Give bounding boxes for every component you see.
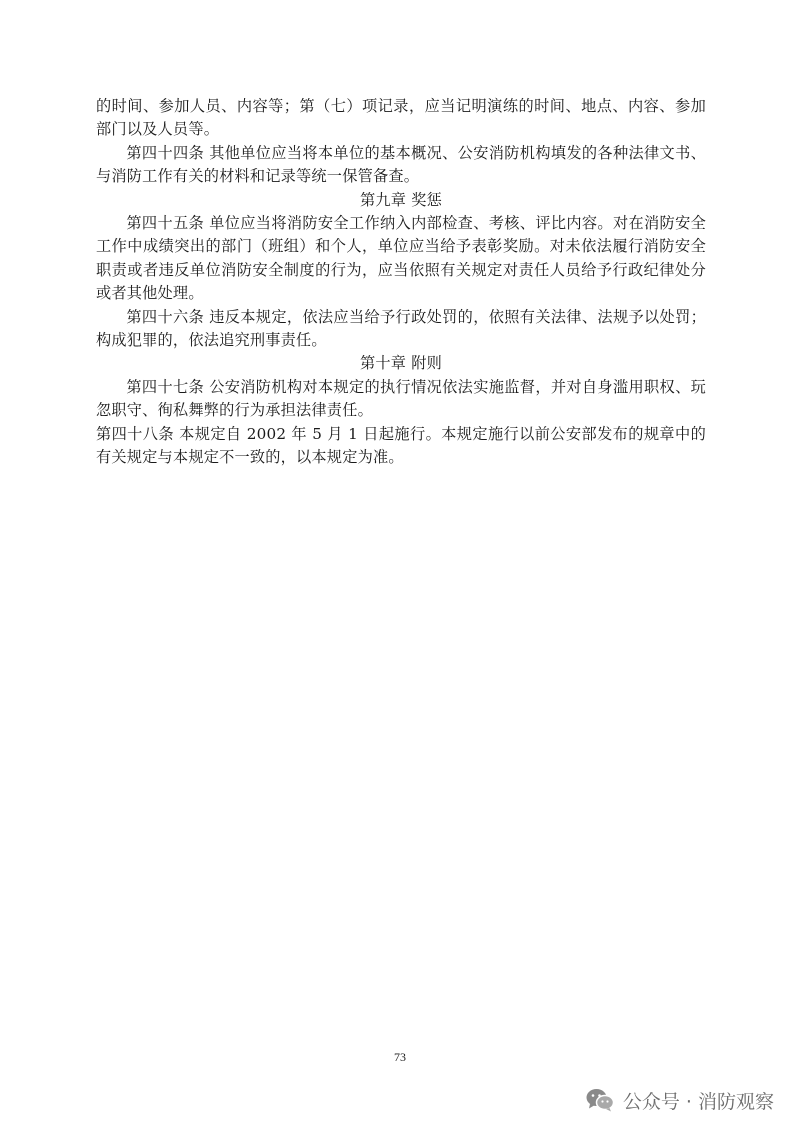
document-body: [96, 95, 706, 470]
watermark: [585, 1083, 774, 1117]
article-44: 第四十四条 其他单位应当将本单位的基本概况、公安消防机构填发的各种法律文书、与消防工作有关的材料和记录等统一保管备查。: [96, 143, 706, 186]
page-number: 73: [394, 1050, 406, 1064]
watermark-text: 公众号 · 消防观察: [622, 1090, 774, 1113]
article-48: 第四十八条 本规定自 2002 年 5 月 1 日起施行。本规定施行以前公安部发布的规章中的有关规定与本规定不一致的，以本规定为准。: [96, 424, 706, 467]
wechat-icon: [585, 1087, 615, 1113]
article-45: 第四十五条 单位应当将消防安全工作纳入内部检查、考核、评比内容。对在消防安全工作中成绩突出的部门（班组）和个人，单位应当给予表彰奖励。对未依法履行消防安全职责或者违反单位消防安全制度的行为，应当依照有关规定对责任人员给予行政纪律处分或者其他处理。: [96, 214, 706, 303]
chapter-10-heading: 第十章 附则: [360, 354, 442, 373]
article-46: 第四十六条 违反本规定，依法应当给予行政处罚的，依照有关法律、法规予以处罚；构成犯罪的，依法追究刑事责任。: [96, 307, 706, 350]
paragraph-continuation: 的时间、参加人员、内容等；第（七）项记录，应当记明演练的时间、地点、内容、参加部门以及人员等。: [96, 97, 706, 139]
chapter-9-heading: 第九章 奖惩: [360, 190, 442, 209]
article-47: 第四十七条 公安消防机构对本规定的执行情况依法实施监督，并对自身滥用职权、玩忽职守、徇私舞弊的行为承担法律责任。: [96, 377, 706, 420]
